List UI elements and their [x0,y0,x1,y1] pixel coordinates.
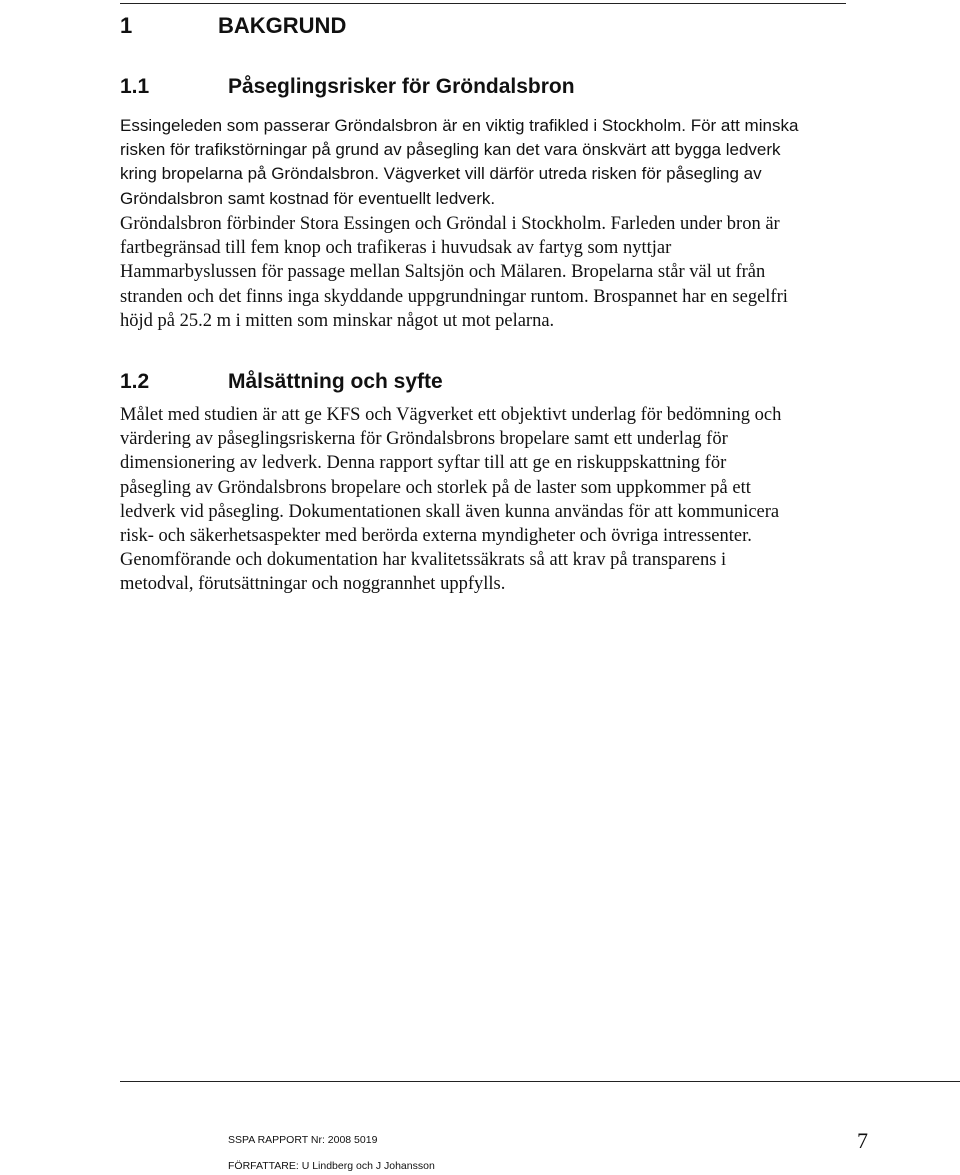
header-rule [120,3,846,4]
text-line: stranden och det finns inga skyddande uppgrundningar runtom. Brospannet har en segelfri [120,286,788,307]
section-title: Påseglingsrisker för Gröndalsbron [228,75,575,98]
text-line: värdering av påseglingsriskerna för Gröndalsbrons bropelare samt ett underlag för [120,429,728,450]
paragraph-intro [120,114,850,211]
text-line: Gröndalsbron samt kostnad för eventuellt ledverk. [120,188,496,208]
text-line: Essingeleden som passerar Gröndalsbron är en viktig trafikled i Stockholm. För att minska [120,116,799,135]
text-line: risken för trafikstörningar på grund av påsegling kan det vara önskvärt att bygga ledverk [120,140,781,160]
text-line: påsegling av Gröndalsbrons bropelare och storlek på de laster som uppkommer på ett [120,477,751,498]
section-heading-1-1 [120,72,575,102]
chapter-title: BAKGRUND [218,13,347,38]
page-number: 7 [857,1128,868,1153]
text-line: fartbegränsad till fem knop och trafikeras i huvudsak av fartyg som nyttjar [120,238,672,259]
chapter-number: 1 [120,13,133,38]
text-line: höjd på 25.2 m i mitten som minskar något ut mot pelarna. [120,310,555,331]
section-number: 1.1 [120,75,150,98]
text-line: Genomförande och dokumentation har kvalitetssäkrats så att krav på transparens i [120,550,727,571]
text-line: metodval, förutsättningar och noggrannhet uppfylls. [120,574,506,595]
text-line: Hammarbyslussen för passage mellan Saltsjön och Mälaren. Bropelarna står väl ut från [120,262,766,283]
paragraph-objectives [120,403,850,597]
text-line: dimensionering av ledverk. Denna rapport syftar till att ge en riskuppskattning för [120,453,727,474]
section-title: Målsättning och syfte [228,370,443,393]
text-line: ledverk vid påsegling. Dokumentationen skall även kunna användas för att kommunicera [120,501,780,522]
footer-rule [120,1081,960,1082]
text-line: risk- och säkerhetsaspekter med berörda externa myndigheter och övriga intressenter. [120,526,752,547]
text-line: kring bropelarna på Gröndalsbron. Vägverket vill därför utreda risken för påsegling av [120,164,762,184]
chapter-heading [120,10,346,42]
section-number: 1.2 [120,370,150,393]
report-number: SSPA RAPPORT Nr: 2008 5019 [228,1134,378,1146]
section-heading-1-2 [120,367,443,397]
authors: FÖRFATTARE: U Lindberg och J Johansson [228,1160,435,1172]
paragraph-bridge [120,212,850,333]
text-line: Gröndalsbron förbinder Stora Essingen och Gröndal i Stockholm. Farleden under bron är [120,214,780,234]
text-line: Målet med studien är att ge KFS och Vägverket ett objektivt underlag för bedömning och [120,405,782,425]
